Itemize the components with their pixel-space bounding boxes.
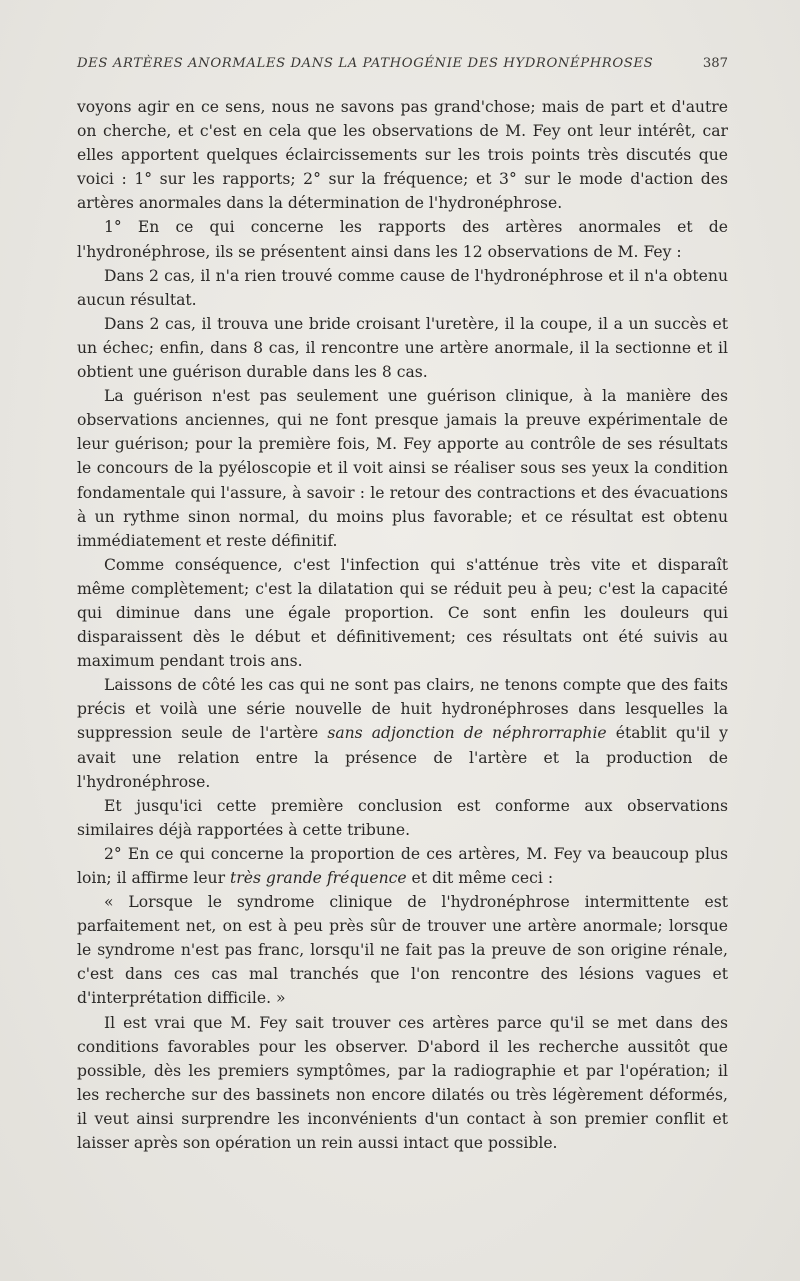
paragraph: La guérison n'est pas seulement une guérison clinique, à la manière des observations anciennes, qui ne font presque jamais la preuve expérimentale de leur guérison; pour la première fois, M. Fey apporte au contrôle de ses résultats le concours de la pyéloscopie et il voit ainsi se réaliser sous ses yeux la condition fondamentale qui l'assure, à savoir : le retour des contractions et des évacuations à un rythme sinon normal, du moins plus favorable; et ce résultat est obtenu immédiatement et reste définitif. <box>77 387 728 550</box>
paragraph: Et jusqu'ici cette première conclusion est conforme aux observations similaires déjà rapportées à cette tribune. <box>77 796 728 839</box>
page-number: 387 <box>702 56 728 71</box>
paragraph: Comme conséquence, c'est l'infection qui s'atténue très vite et disparaît même complètement; c'est la dilatation qui se réduit peu à peu; c'est la capacité qui diminue dans une égale proportion. Ce sont enfin les douleurs qui disparaissent dès le début et définitivement; ces résultats ont été suivis au maximum pendant trois ans. <box>77 555 728 671</box>
paragraph-text: Laissons de côté les cas qui ne sont pas clairs, ne tenons compte que des faits précis et voilà une série nouvelle de huit hydronéphroses dans lesquelles la suppression seule de l'artère <box>77 676 728 743</box>
paragraph: Dans 2 cas, il trouva une bride croisant l'uretère, il la coupe, il a un succès et un échec; enfin, dans 8 cas, il rencontre une artère anormale, il la sectionne et il obtient une guérison durable dans les 8 cas. <box>77 314 728 382</box>
paragraph: Dans 2 cas, il n'a rien trouvé comme cause de l'hydronéphrose et il n'a obtenu aucun résultat. <box>77 266 728 309</box>
paragraph: 1° En ce qui concerne les rapports des artères anormales et de l'hydronéphrose, ils se présentent ainsi dans les 12 observations de M. Fey : <box>77 218 728 261</box>
quotation-paragraph: « Lorsque le syndrome clinique de l'hydronéphrose intermittente est parfaitement net, on est à peu près sûr de trouver une artère anormale; lorsque le syndrome n'est pas franc, lorsqu'il ne fait pas la preuve de son origine rénale, c'est dans ces cas mal tranchés que l'on rencontre des lésions vagues et d'interprétation difficile. » <box>77 893 728 1008</box>
paragraph-text: et dit même ceci : <box>406 869 554 887</box>
paragraph-text: 2° En ce qui concerne la proportion de ces artères, M. Fey va beaucoup plus loin; il affirme leur <box>77 844 728 887</box>
paragraph-text: établit qu'il y avait une relation entre la présence de l'artère et la production de l'hydronéphrose. <box>77 724 728 791</box>
paragraph: Il est vrai que M. Fey sait trouver ces artères parce qu'il se met dans des conditions favorables pour les observer. D'abord il les recherche aussitôt que possible, dès les premiers symptômes, par la radiographie et par l'opération; il les recherche sur des bassinets non encore dilatés ou très légèrement déformés, il veut ainsi surprendre les inconvénients d'un contact à son premier conflit et laisser après son opération un rein aussi intact que possible. <box>77 1013 728 1153</box>
paragraph: voyons agir en ce sens, nous ne savons pas grand'chose; mais de part et d'autre on cherche, et c'est en cela que les observations de M. Fey ont leur intérêt, car elles apportent quelques éclaircissements sur les trois points très discutés que voici : 1° sur les rapports; 2° sur la fréquence; et 3° sur le mode d'action des artères anormales dans la détermination de l'hydronéphrose. <box>77 98 728 213</box>
emphasis-text: très grande fréquence <box>230 869 407 887</box>
paragraph <box>77 673 728 793</box>
running-header <box>77 56 728 71</box>
body-text <box>77 95 728 1155</box>
running-title: DES ARTÈRES ANORMALES DANS LA PATHOGÉNIE DES HYDRONÉPHROSES <box>77 56 654 71</box>
paragraph <box>77 842 728 890</box>
emphasis-text: sans adjonction de néphrorraphie <box>327 724 607 743</box>
